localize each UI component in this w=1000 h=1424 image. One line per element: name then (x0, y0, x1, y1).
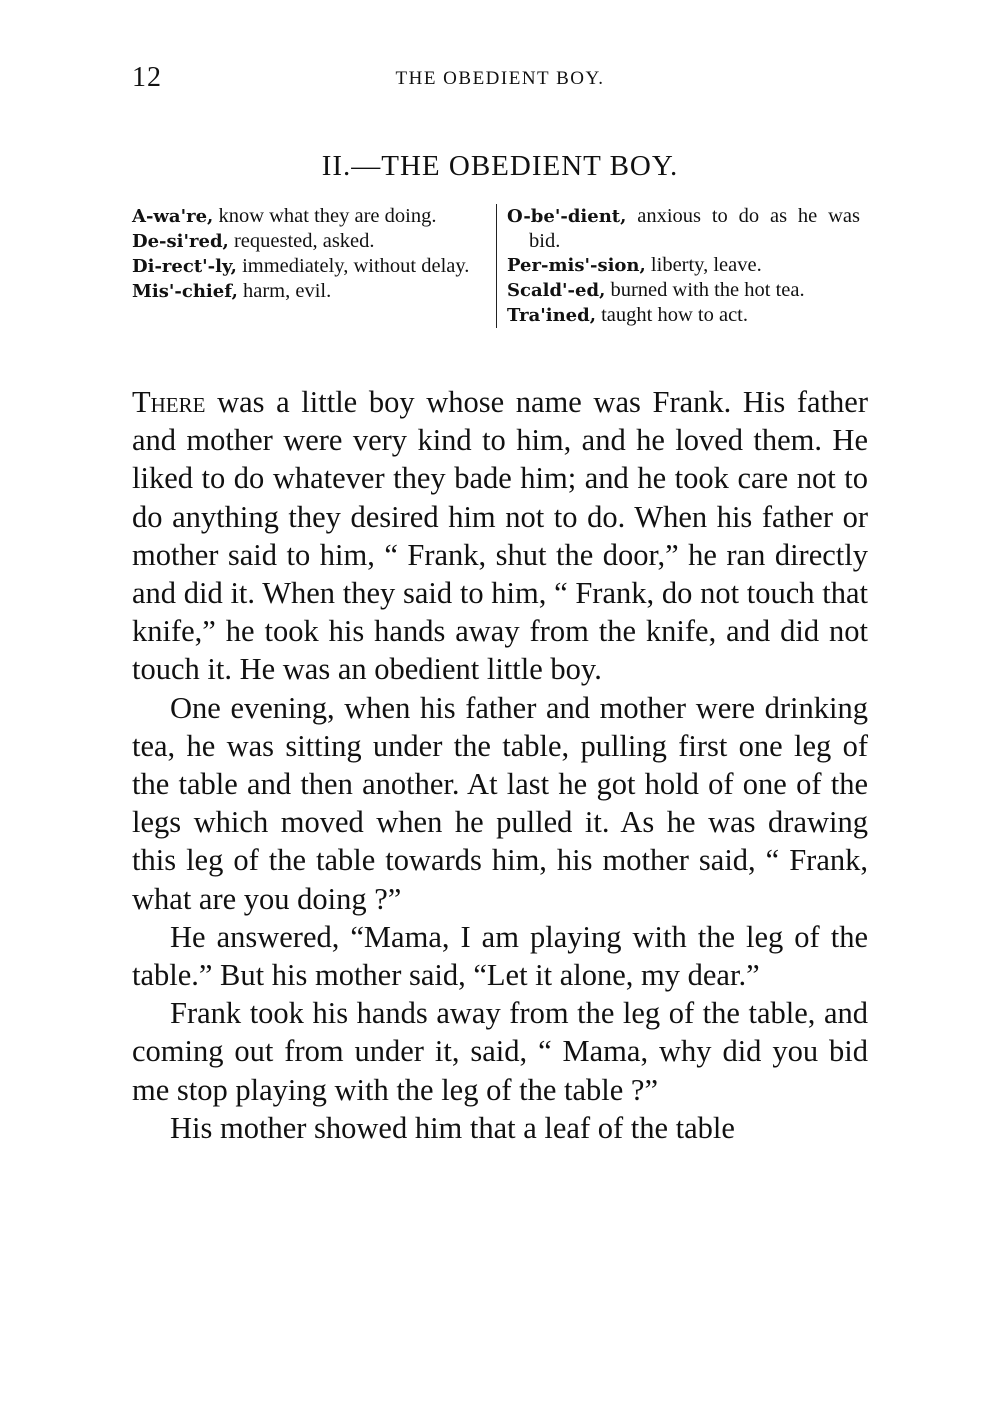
vocabulary-definition: liberty, leave. (645, 254, 762, 276)
vocabulary-word: A-wa're, (132, 206, 214, 227)
vocabulary-entry (507, 253, 860, 278)
paragraph-text: was a little boy whose name was Frank. His father and mother were very kind to him, and he loved them. He liked to do whatever they bade him; and he took care not to do anything they desired him not to do. When his father or mother said to him, “ Frank, shut the door,” he ran directly and did it. When they said to him, “ Frank, do not touch that knife,” he took his hands away from the knife, and did not touch it. He was an obedient little boy. (132, 385, 868, 687)
vocabulary-word: Mis'-chief, (132, 281, 238, 302)
vocabulary-word: Di-rect'-ly, (132, 256, 237, 277)
vocabulary-definition: know what they are doing. (213, 205, 437, 227)
chapter-title: II.—THE OBEDIENT BOY. (321, 150, 679, 182)
vocabulary-entry (507, 278, 860, 303)
vocabulary-entry (132, 279, 488, 304)
vocabulary-definition: taught how to act. (595, 304, 748, 326)
vocabulary-definition: requested, asked. (228, 230, 375, 252)
vocabulary-word: Tra'ined, (507, 305, 596, 326)
vocabulary-definition: immediately, without delay. (236, 255, 470, 277)
story-text (132, 383, 868, 1147)
running-header (132, 62, 868, 92)
vocabulary-word: Scald'-ed, (507, 280, 606, 301)
vocabulary-column-right (496, 204, 860, 328)
paragraph: One evening, when his father and mother were drinking tea, he was sitting under the table, pulling first one leg of the table and then another. At last he got hold of one of the legs which moved when he pulled it. As he was drawing this leg of the table towards him, his mother said, “ Frank, what are you doing ?” (132, 690, 868, 916)
paragraph (132, 383, 868, 689)
vocabulary-column-left (132, 204, 496, 328)
vocabulary-entry (507, 303, 860, 328)
vocabulary-entry (132, 204, 488, 229)
paragraph-lead-word: There (132, 385, 206, 419)
vocabulary-glossary (132, 204, 868, 328)
vocabulary-entry (132, 254, 488, 279)
paragraph: He answered, “Mama, I am playing with the leg of the table.” But his mother said, “Let it alone, my dear.” (132, 919, 868, 993)
paragraph: His mother showed him that a leaf of the table (170, 1110, 735, 1145)
vocabulary-definition: anxious to do as he was bid. (529, 205, 860, 252)
vocabulary-definition: burned with the hot tea. (605, 279, 805, 301)
page-number: 12 (132, 62, 162, 93)
vocabulary-entry (132, 229, 488, 254)
vocabulary-entry (507, 204, 860, 253)
running-title: THE OBEDIENT BOY. (395, 68, 605, 89)
vocabulary-definition: harm, evil. (237, 280, 332, 302)
vocabulary-word: De-si'red, (132, 231, 229, 252)
vocabulary-word: O-be'-dient, (507, 206, 627, 227)
paragraph: Frank took his hands away from the leg of the table, and coming out from under it, said, “ Mama, why did you bid me stop playing with the leg of the table ?” (132, 996, 868, 1107)
vocabulary-word: Per-mis'-sion, (507, 255, 646, 276)
